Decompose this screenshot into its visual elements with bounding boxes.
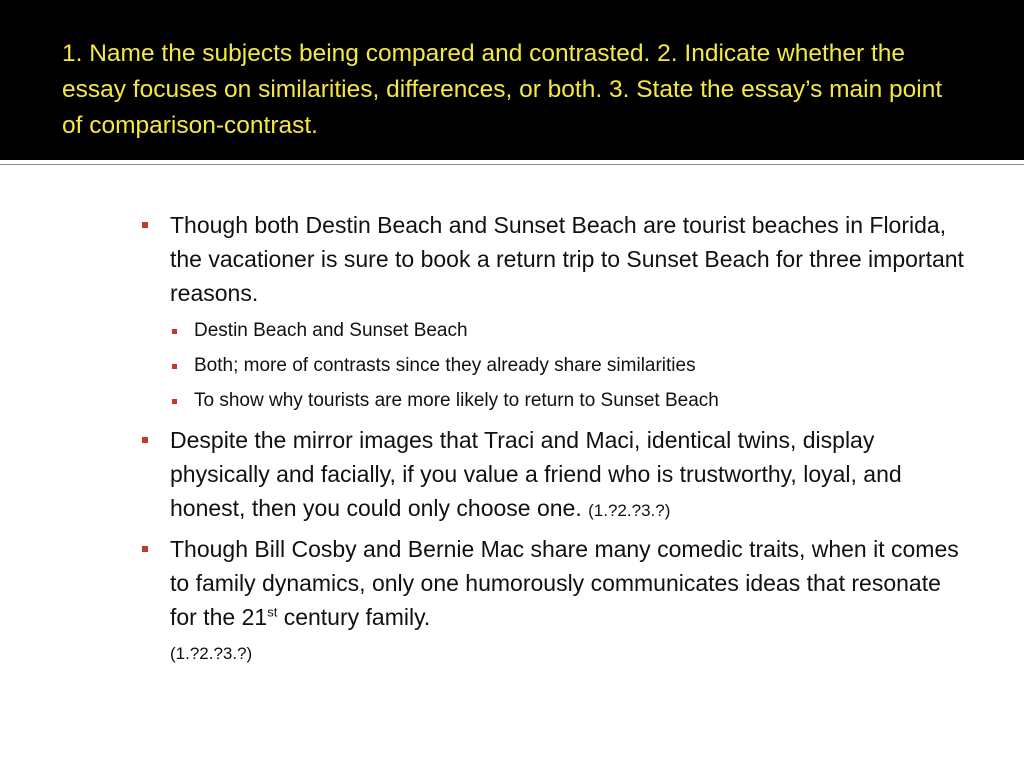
sub-bullet-item-2 [140, 353, 970, 379]
sub-bullet-item-2-text: Both; more of contrasts since they already share similarities [194, 355, 696, 376]
square-bullet-icon [142, 222, 148, 228]
title-divider [0, 164, 1024, 165]
square-bullet-icon [172, 399, 177, 404]
square-bullet-icon [172, 329, 177, 334]
sub-bullet-item-1-text: Destin Beach and Sunset Beach [194, 320, 468, 341]
title-bar [0, 0, 1024, 160]
bullet-item-1-text: Though both Destin Beach and Sunset Beach are tourist beaches in Florida, the vacationer is sure to book a return trip to Sunset Beach for three important reasons. [170, 212, 964, 306]
bullet-item-3-note: (1.?2.?3.?) [170, 644, 253, 663]
sub-bullet-item-3 [140, 388, 970, 414]
slide-content [140, 208, 970, 675]
bullet-item-2 [140, 423, 970, 528]
slide-title: 1. Name the subjects being compared and contrasted. 2. Indicate whether the essay focuses on similarities, differences, or both. 3. State the essay’s main point of comparison-contrast. [62, 40, 943, 139]
square-bullet-icon [142, 437, 148, 443]
sub-bullet-item-1 [140, 318, 970, 344]
bullet-item-2-note: (1.?2.?3.?) [588, 501, 671, 520]
bullet-item-3-text-after: century family. [277, 604, 431, 630]
bullet-item-3-text-before: Though Bill Cosby and Bernie Mac share many comedic traits, when it comes to family dynamics, only one humorously communicates ideas that resonate for the 21 [170, 536, 959, 630]
ordinal-superscript: st [267, 604, 278, 620]
bullet-item-2-text: Despite the mirror images that Traci and Maci, identical twins, display physically and facially, if you value a friend who is trustworthy, loyal, and honest, then you could only choose one. [170, 427, 902, 521]
square-bullet-icon [172, 364, 177, 369]
square-bullet-icon [142, 546, 148, 552]
bullet-item-1-sublist [140, 318, 970, 414]
bullet-item-3 [140, 532, 970, 671]
bullet-item-1 [140, 208, 970, 310]
sub-bullet-item-3-text: To show why tourists are more likely to return to Sunset Beach [194, 390, 719, 411]
